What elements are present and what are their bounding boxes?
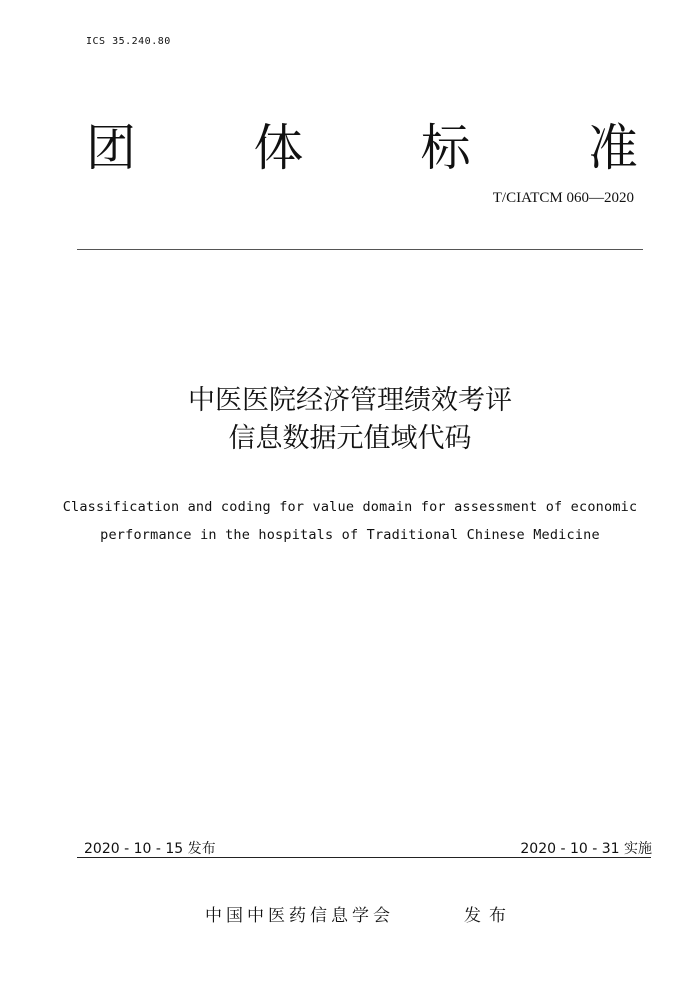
standard-number: T/CIATCM 060—2020 (492, 190, 634, 206)
chinese-title-line-2: 信息数据元值域代码 (228, 423, 472, 454)
publisher-name: 中国中医药信息学会 (205, 906, 394, 926)
category-char-3: 标 (420, 119, 471, 177)
english-title-line-2: performance in the hospitals of Traditional Chinese Medicine (100, 527, 600, 543)
document-category-title (86, 118, 638, 178)
implementation-date: 2020 - 10 - 31 实施 (520, 841, 652, 857)
header-divider (77, 249, 643, 250)
english-title (0, 493, 700, 549)
chinese-title (0, 382, 700, 458)
publish-label: 发布 (464, 906, 514, 926)
chinese-title-line-1: 中医医院经济管理绩效考评 (188, 385, 512, 416)
category-char-2: 体 (253, 119, 304, 177)
category-char-1: 团 (86, 119, 136, 177)
date-divider (77, 857, 651, 858)
issue-date: 2020 - 10 - 15 发布 (84, 841, 216, 857)
category-char-4: 准 (587, 119, 638, 177)
date-row (84, 838, 652, 858)
english-title-line-1: Classification and coding for value domain for assessment of economic (62, 499, 638, 515)
ics-code: ICS 35.240.80 (86, 36, 171, 47)
